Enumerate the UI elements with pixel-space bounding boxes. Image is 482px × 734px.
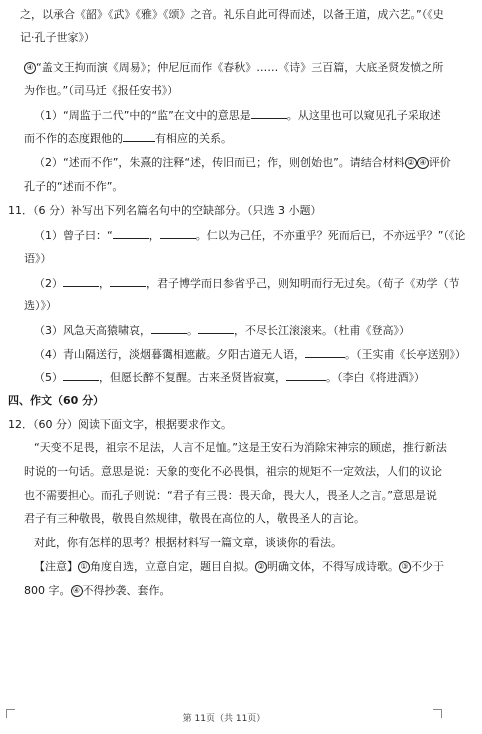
q12-paragraph: 对此，你有怎样的思考？根据材料写一篇文章，谈谈你的看法。 [34, 536, 342, 549]
answer-blank[interactable] [160, 228, 196, 239]
circle-4-icon: ④ [24, 62, 36, 74]
answer-blank[interactable] [63, 370, 99, 381]
q12-notes-cont: 800 字。 ④ 不得抄袭、套作。 [24, 584, 171, 597]
q12-paragraph: “天变不足畏，祖宗不足法，人言不足恤。”这是王安石为消除宋神宗的顾虑，推行新法 [34, 441, 447, 454]
answer-blank[interactable] [251, 108, 287, 119]
q11-item2-cont: 选）》） [24, 299, 57, 312]
q10-material-4-cont: 为作也。”（司马迁《报任安书》） [24, 84, 179, 97]
q12-paragraph: 也不需要担心。而孔子则说：“君子有三畏：畏天命，畏大人，畏圣人之言。”意思是说 [24, 489, 437, 502]
answer-blank[interactable] [305, 347, 345, 358]
answer-blank[interactable] [151, 323, 187, 334]
q12-paragraph: 君子有三种敬畏，敬畏自然规律，敬畏在高位的人，敬畏圣人的言论。 [24, 512, 365, 525]
answer-blank[interactable] [63, 276, 99, 287]
answer-blank[interactable] [198, 323, 234, 334]
q10-text-line: 记·孔子世家》） [20, 31, 95, 44]
circle-2-icon: ② [405, 157, 417, 169]
q11-item1-cont: 语》） [24, 252, 52, 265]
circle-1-icon: ① [78, 561, 90, 573]
q11-item4: （4）青山隔送行，淡烟暮霭相遮蔽。夕阳古道无人语， 。（王实甫《长亭送别》） [34, 348, 466, 361]
circle-4-icon: ④ [71, 585, 83, 597]
answer-blank[interactable] [113, 228, 149, 239]
q11-title: 11．（6 分）补写出下列名篇名句中的空缺部分。（只选 3 小题） [8, 204, 322, 217]
q11-item3: （3）风急天高猿啸哀， 。 ，不尽长江滚滚来。（杜甫《登高》） [34, 324, 410, 337]
q10-sub1: （1）“周监于二代”中的“监”在文中的意思是 。从这里也可以窥见孔子采取述 [34, 109, 441, 122]
q10-text-line: 之，以承合《韶》《武》《雅》《颂》之音。礼乐自此可得而述，以备王道，成六艺。”（《史 [20, 8, 444, 21]
q11-item2: （2） ， ，君子博学而日参省乎己，则知明而行无过矣。（荀子《劝学（节 [34, 277, 460, 290]
q12-notes: 【注意】 ① 角度自选，立意自定，题目自拟。 ② 明确文体，不得写成诗歌。 ③ 不少于 [34, 560, 444, 573]
circle-4-icon: ④ [417, 157, 429, 169]
q11-item5: （5） ，但愿长醉不复醒。古来圣贤皆寂寞， 。（李白《将进酒》） [34, 371, 425, 384]
q10-sub1-cont: 而不作的态度跟他的 有相应的关系。 [24, 132, 232, 145]
section-4-heading: 四、作文（60 分） [8, 394, 105, 407]
q10-material-4: ④ “盖文王拘而演《周易》；仲尼厄而作《春秋》……《诗》三百篇，大底圣贤发愤之所 [24, 61, 472, 75]
q12-title: 12．（60 分）阅读下面文字，根据要求作文。 [8, 418, 232, 431]
q11-item1: （1）曾子曰：“ ， 。仁以为己任，不亦重乎？死而后已，不亦远乎？”（《论 [34, 229, 466, 242]
answer-blank[interactable] [286, 370, 326, 381]
q12-paragraph: 时说的一句话。意思是说：天象的变化不必畏惧，祖宗的规矩不一定效法，人们的议论 [24, 465, 442, 478]
circle-2-icon: ② [255, 561, 267, 573]
answer-blank[interactable] [123, 131, 155, 142]
page-footer: 第 11页（共 11页） [182, 714, 266, 724]
q10-sub2-cont: 孔子的“述而不作”。 [24, 180, 124, 193]
q10-sub2: （2）“述而不作”，朱熹的注释“述，传旧而已；作，则创始也”。请结合材料 ② ④ 评价 [34, 156, 451, 169]
circle-3-icon: ③ [399, 561, 411, 573]
answer-blank[interactable] [110, 276, 146, 287]
